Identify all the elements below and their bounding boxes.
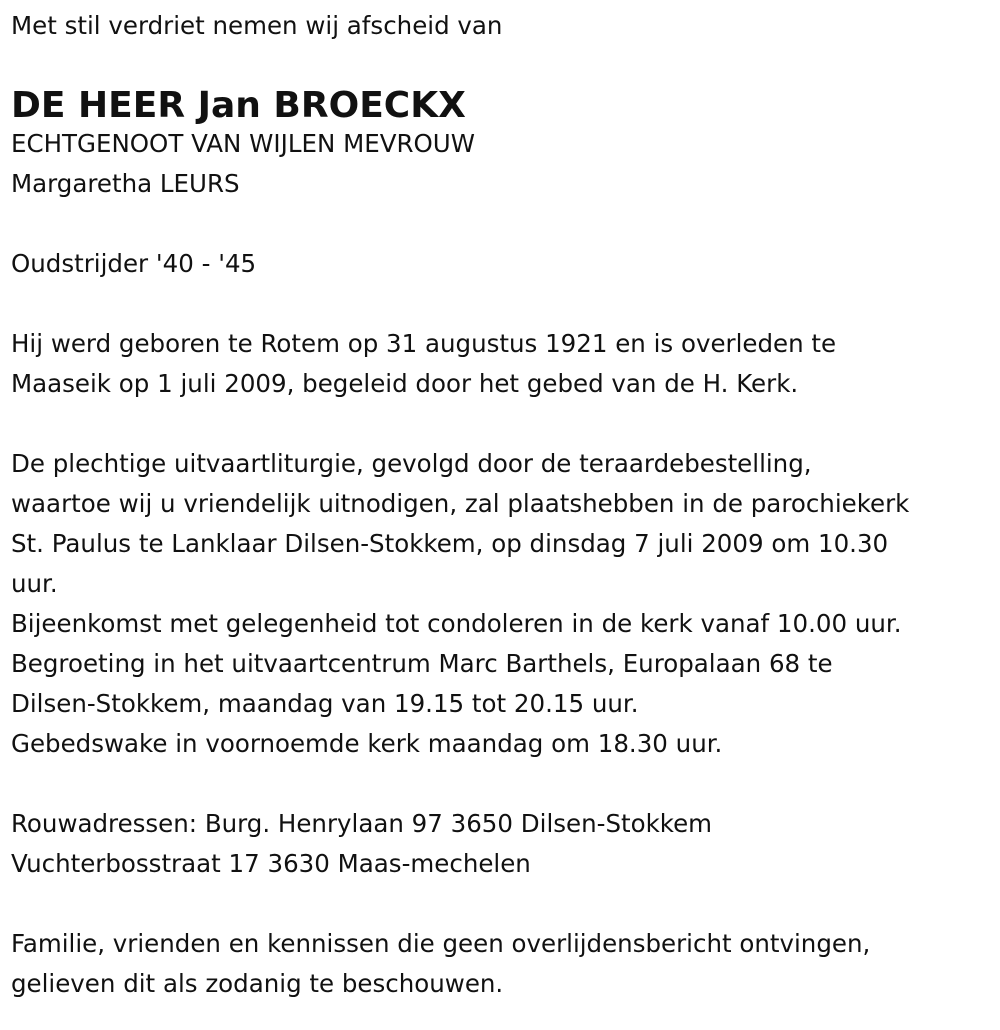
spouse-line-2: Margaretha LEURS: [11, 169, 240, 198]
text-line: Maaseik op 1 juli 2009, begeleid door het gebed van de H. Kerk.: [11, 369, 799, 398]
text-line: Hij werd geboren te Rotem op 31 augustus 1921 en is overleden te: [11, 329, 837, 358]
address-line: Rouwadressen: Burg. Henrylaan 97 3650 Dilsen-Stokkem: [11, 809, 713, 838]
spacer: [11, 404, 1000, 444]
text-line: Begroeting in het uitvaartcentrum Marc Barthels, Europalaan 68 te: [11, 649, 833, 678]
veteran-title: Oudstrijder '40 - '45: [11, 249, 257, 278]
text-line: gelieven dit als zodanig te beschouwen.: [11, 969, 504, 998]
spacer: [11, 204, 1000, 244]
text-line: De plechtige uitvaartliturgie, gevolgd door de teraardebestelling,: [11, 449, 812, 478]
address-line: Vuchterbosstraat 17 3630 Maas-mechelen: [11, 849, 531, 878]
text-line: Familie, vrienden en kennissen die geen overlijdensbericht ontvingen,: [11, 929, 871, 958]
text-line: Bijeenkomst met gelegenheid tot condoleren in de kerk vanaf 10.00 uur.: [11, 609, 902, 638]
spacer: [11, 764, 1000, 804]
birth-death-paragraph: [11, 324, 1000, 404]
ceremony-paragraph: [11, 444, 1000, 764]
deceased-name: DE HEER Jan BROECKX: [11, 85, 466, 126]
spouse-line-1: ECHTGENOOT VAN WIJLEN MEVROUW: [11, 129, 475, 158]
intro-line: Met stil verdriet nemen wij afscheid van: [11, 11, 503, 40]
text-line: St. Paulus te Lanklaar Dilsen-Stokkem, op dinsdag 7 juli 2009 om 10.30: [11, 529, 889, 558]
addresses-paragraph: [11, 804, 1000, 884]
text-line: waartoe wij u vriendelijk uitnodigen, zal plaatshebben in de parochiekerk: [11, 489, 910, 518]
text-line: Dilsen-Stokkem, maandag van 19.15 tot 20.15 uur.: [11, 689, 639, 718]
spacer: [11, 884, 1000, 924]
text-line: Gebedswake in voornoemde kerk maandag om 18.30 uur.: [11, 729, 723, 758]
text-line: uur.: [11, 569, 58, 598]
closing-paragraph: [11, 924, 1000, 1004]
spacer: [11, 284, 1000, 324]
